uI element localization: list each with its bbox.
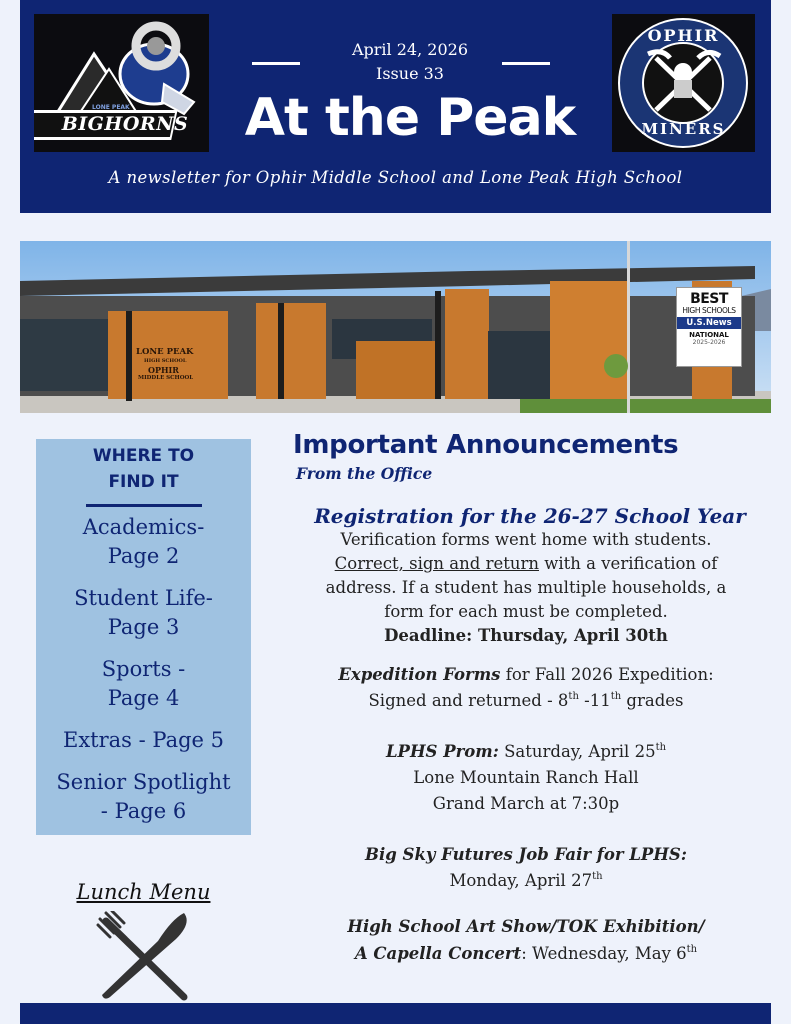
sidebar-heading-line2: FIND IT bbox=[108, 472, 179, 492]
announcements-subtitle: From the Office bbox=[296, 464, 433, 483]
prom-venue: Lone Mountain Ranch Hall bbox=[413, 768, 639, 787]
building-sign-line1: LONE PEAK bbox=[136, 347, 194, 357]
expedition-grade-end: -11 bbox=[578, 691, 611, 710]
lone-peak-small-text: LONE PEAK bbox=[92, 104, 130, 111]
expedition-rest: for Fall 2026 Expedition: bbox=[500, 665, 714, 684]
school-building-illustration bbox=[20, 241, 771, 413]
artshow-block bbox=[286, 913, 766, 967]
ophir-wordmark: OPHIR bbox=[647, 26, 720, 45]
badge-subtitle: HIGH SCHOOLS bbox=[682, 306, 736, 315]
building-sign-line4: MIDDLE SCHOOL bbox=[138, 375, 194, 381]
expedition-line2 bbox=[286, 688, 766, 714]
registration-line3: address. If a student has multiple households, a bbox=[325, 578, 727, 597]
sidebar-heading-line1: WHERE TO bbox=[92, 446, 195, 466]
sidebar-rule bbox=[86, 504, 202, 507]
registration-body bbox=[286, 528, 766, 648]
expedition-label: Expedition Forms bbox=[338, 665, 501, 684]
prom-time: Grand March at 7:30p bbox=[432, 794, 620, 813]
artshow-date: : Wednesday, May 6 bbox=[521, 944, 687, 963]
bighorns-wordmark: BIGHORNS bbox=[61, 113, 189, 135]
registration-deadline: Deadline: Thursday, April 30th bbox=[384, 626, 668, 645]
registration-underlined: Correct, sign and return bbox=[334, 554, 539, 573]
jobfair-label: Big Sky Futures Job Fair for LPHS: bbox=[365, 845, 687, 864]
date-rule-right bbox=[502, 62, 550, 65]
prom-block bbox=[286, 739, 766, 817]
badge-years: 2025-2026 bbox=[692, 339, 726, 346]
announcements-section bbox=[286, 430, 766, 967]
ophir-miners-logo bbox=[612, 14, 755, 152]
badge-brand: U.S.News bbox=[677, 317, 741, 329]
prom-sup: th bbox=[655, 742, 667, 753]
newsletter-tagline: A newsletter for Ophir Middle School and Lone Peak High School bbox=[108, 168, 683, 187]
expedition-grades-word: grades bbox=[621, 691, 684, 710]
registration-line4: form for each must be completed. bbox=[384, 602, 668, 621]
registration-line2 bbox=[286, 552, 766, 576]
issue-number: Issue 33 bbox=[376, 64, 444, 83]
lunch-menu-link[interactable]: Lunch Menu bbox=[76, 880, 211, 904]
artshow-sup: th bbox=[686, 944, 698, 955]
miners-wordmark: MINERS bbox=[641, 120, 726, 138]
badge-scope: NATIONAL bbox=[689, 331, 729, 339]
us-news-badge bbox=[676, 287, 742, 367]
fork-and-knife-icon[interactable] bbox=[96, 911, 192, 1007]
jobfair-sup: th bbox=[592, 871, 603, 882]
expedition-block bbox=[286, 662, 766, 714]
where-to-find-it-box bbox=[36, 439, 251, 835]
sidebar-item-senior-spotlight: Senior Spotlight - Page 6 bbox=[56, 770, 231, 823]
expedition-sup1: th bbox=[568, 691, 579, 702]
sidebar-item-academics: Academics- Page 2 bbox=[82, 515, 205, 568]
prom-label: LPHS Prom: bbox=[385, 742, 499, 761]
school-building-photo bbox=[20, 241, 771, 413]
artshow-label2: A Capella Concert bbox=[354, 944, 522, 963]
bighorns-logo bbox=[34, 14, 209, 152]
artshow-label1: High School Art Show/TOK Exhibition/ bbox=[347, 917, 705, 936]
registration-line2-rest: with a verification of bbox=[539, 554, 718, 573]
badge-title: BEST bbox=[690, 291, 728, 307]
sidebar-item-extras: Extras - Page 5 bbox=[62, 728, 224, 752]
sidebar-item-student-life: Student Life- Page 3 bbox=[74, 586, 213, 639]
jobfair-block bbox=[286, 842, 766, 894]
newsletter-footer-bar bbox=[20, 1003, 771, 1024]
registration-heading: Registration for the 26-27 School Year bbox=[314, 504, 746, 528]
prom-date: Saturday, April 25 bbox=[498, 742, 656, 761]
issue-date: April 24, 2026 bbox=[351, 40, 468, 59]
sidebar-item-sports: Sports - Page 4 bbox=[101, 657, 186, 710]
expedition-grade-start: Signed and returned - 8 bbox=[368, 691, 569, 710]
sidebar-heading bbox=[36, 443, 251, 495]
building-sign-line3: OPHIR bbox=[148, 365, 179, 375]
expedition-sup2: th bbox=[610, 691, 622, 702]
newsletter-header bbox=[20, 0, 771, 213]
building-sign-line2: HIGH SCHOOL bbox=[144, 358, 187, 364]
jobfair-date: Monday, April 27 bbox=[449, 871, 593, 890]
announcements-title: Important Announcements bbox=[293, 430, 679, 460]
newsletter-title: At the Peak bbox=[244, 88, 576, 148]
registration-line1: Verification forms went home with students. bbox=[340, 530, 712, 549]
